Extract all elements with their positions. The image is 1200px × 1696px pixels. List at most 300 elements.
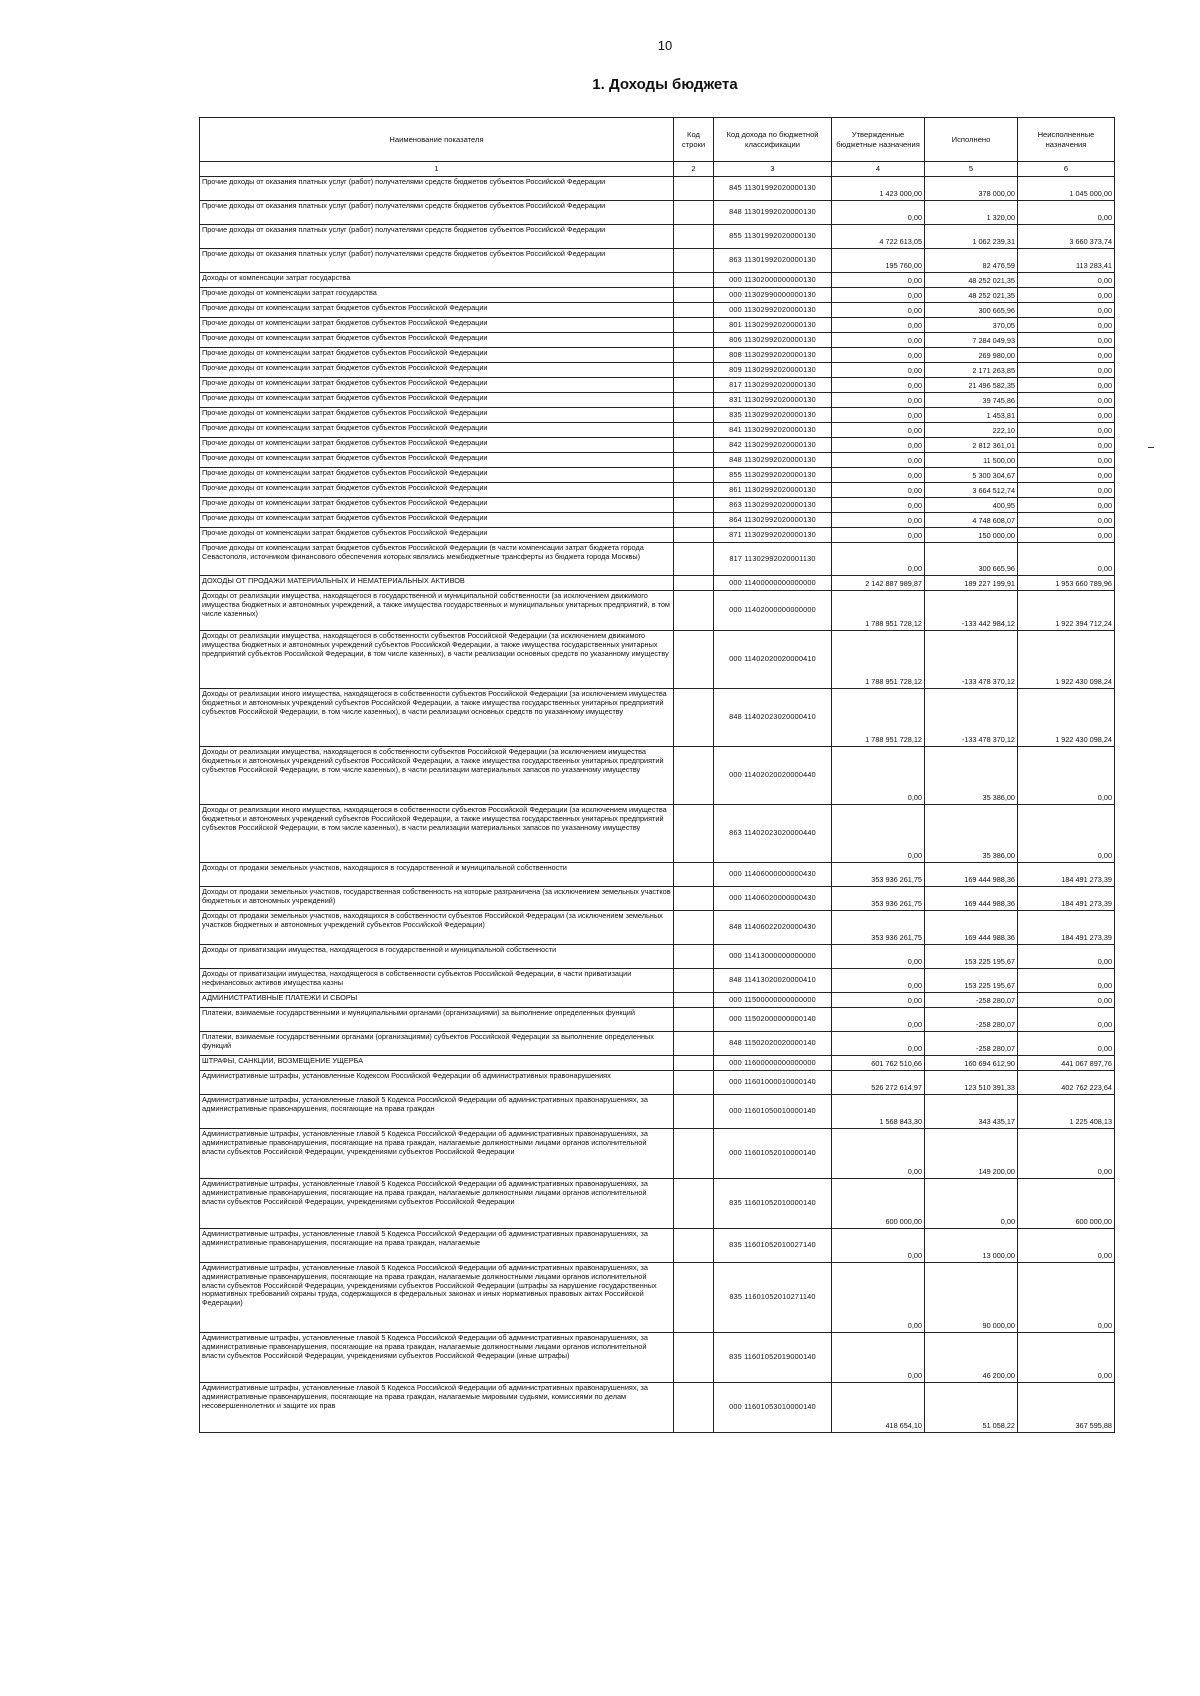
row-approved-amount: 0,00 xyxy=(832,393,925,408)
row-revenue-code: 000 11502000000000140 xyxy=(714,1008,832,1032)
row-executed-amount: 400,95 xyxy=(925,498,1018,513)
table-row xyxy=(200,513,1115,528)
row-line-code xyxy=(674,631,714,689)
row-unexecuted-amount: 1 045 000,00 xyxy=(1018,177,1115,201)
row-revenue-code: 861 11302992020000130 xyxy=(714,483,832,498)
row-executed-amount: 370,05 xyxy=(925,318,1018,333)
row-name: Доходы от продажи земельных участков, находящихся в государственной и муниципальной собственности xyxy=(200,863,674,887)
row-approved-amount: 1 788 951 728,12 xyxy=(832,631,925,689)
row-name: Административные штрафы, установленные главой 5 Кодекса Российской Федерации об административных правонарушениях, за административные правонарушения, посягающие на права граждан, налагаемые мировыми судьями, комиссиями по делам несовершеннолетних и защите их прав xyxy=(200,1383,674,1433)
row-unexecuted-amount: 0,00 xyxy=(1018,543,1115,576)
table-row xyxy=(200,1095,1115,1129)
row-name: Платежи, взимаемые государственными и муниципальными органами (организациями) за выполнение определенных функций xyxy=(200,1008,674,1032)
table-row xyxy=(200,576,1115,591)
row-approved-amount: 0,00 xyxy=(832,333,925,348)
row-approved-amount: 0,00 xyxy=(832,747,925,805)
row-unexecuted-amount: 184 491 273,39 xyxy=(1018,863,1115,887)
row-executed-amount: 222,10 xyxy=(925,423,1018,438)
table-row xyxy=(200,863,1115,887)
row-revenue-code: 000 11302000000000130 xyxy=(714,273,832,288)
row-unexecuted-amount: 0,00 xyxy=(1018,348,1115,363)
row-approved-amount: 0,00 xyxy=(832,288,925,303)
row-executed-amount: 35 386,00 xyxy=(925,747,1018,805)
row-line-code xyxy=(674,528,714,543)
column-number: 2 xyxy=(674,162,714,177)
row-approved-amount: 353 936 261,75 xyxy=(832,887,925,911)
row-unexecuted-amount: 600 000,00 xyxy=(1018,1179,1115,1229)
row-approved-amount: 0,00 xyxy=(832,483,925,498)
row-unexecuted-amount: 1 225 408,13 xyxy=(1018,1095,1115,1129)
table-row xyxy=(200,1229,1115,1263)
row-executed-amount: 2 812 361,01 xyxy=(925,438,1018,453)
table-row xyxy=(200,689,1115,747)
row-unexecuted-amount: 1 922 394 712,24 xyxy=(1018,591,1115,631)
row-line-code xyxy=(674,453,714,468)
row-executed-amount: 149 200,00 xyxy=(925,1129,1018,1179)
table-row xyxy=(200,483,1115,498)
row-unexecuted-amount: 0,00 xyxy=(1018,483,1115,498)
row-line-code xyxy=(674,1032,714,1056)
row-approved-amount: 353 936 261,75 xyxy=(832,911,925,945)
table-row xyxy=(200,993,1115,1008)
row-name: Прочие доходы от компенсации затрат бюджетов субъектов Российской Федерации xyxy=(200,438,674,453)
row-executed-amount: -258 280,07 xyxy=(925,1032,1018,1056)
table-row xyxy=(200,273,1115,288)
row-line-code xyxy=(674,408,714,423)
row-executed-amount: -133 478 370,12 xyxy=(925,631,1018,689)
row-line-code xyxy=(674,288,714,303)
row-approved-amount: 0,00 xyxy=(832,1008,925,1032)
section-title: 1. Доходы бюджета xyxy=(592,76,738,93)
row-approved-amount: 0,00 xyxy=(832,1129,925,1179)
row-name: Доходы от продажи земельных участков, находящихся в собственности субъектов Российской Федерации (за исключением земельных участков бюджетных и автономных учреждений субъектов Российской Федерации) xyxy=(200,911,674,945)
row-name: Административные штрафы, установленные главой 5 Кодекса Российской Федерации об административных правонарушениях, за административные правонарушения, посягающие на права граждан, налагаемые должностными лицами органов исполнительной власти субъектов Российской Федерации, учреждениями субъектов Российской Федерации (штрафы за нарушение государственных нормативных требований охраны труда, содержащихся в федеральных законах и иных нормативных правовых актах Российской Федерации) xyxy=(200,1263,674,1333)
row-revenue-code: 000 11406000000000430 xyxy=(714,863,832,887)
row-revenue-code: 000 11302992020000130 xyxy=(714,303,832,318)
row-approved-amount: 0,00 xyxy=(832,423,925,438)
table-row xyxy=(200,393,1115,408)
row-name: Прочие доходы от оказания платных услуг (работ) получателями средств бюджетов субъектов Российской Федерации xyxy=(200,201,674,225)
row-unexecuted-amount: 184 491 273,39 xyxy=(1018,911,1115,945)
row-executed-amount: 11 500,00 xyxy=(925,453,1018,468)
row-executed-amount: 153 225 195,67 xyxy=(925,969,1018,993)
row-revenue-code: 808 11302992020000130 xyxy=(714,348,832,363)
row-approved-amount: 0,00 xyxy=(832,805,925,863)
row-revenue-code: 817 11302992020000130 xyxy=(714,378,832,393)
table-row xyxy=(200,423,1115,438)
row-unexecuted-amount: 0,00 xyxy=(1018,969,1115,993)
row-name: Прочие доходы от компенсации затрат бюджетов субъектов Российской Федерации xyxy=(200,333,674,348)
row-line-code xyxy=(674,911,714,945)
table-row xyxy=(200,453,1115,468)
row-name: Прочие доходы от компенсации затрат государства xyxy=(200,288,674,303)
table-row xyxy=(200,249,1115,273)
row-approved-amount: 0,00 xyxy=(832,408,925,423)
table-row xyxy=(200,498,1115,513)
row-line-code xyxy=(674,1333,714,1383)
row-line-code xyxy=(674,969,714,993)
row-approved-amount: 0,00 xyxy=(832,378,925,393)
row-unexecuted-amount: 0,00 xyxy=(1018,363,1115,378)
row-executed-amount: 0,00 xyxy=(925,1179,1018,1229)
row-unexecuted-amount: 0,00 xyxy=(1018,805,1115,863)
table-header-row xyxy=(200,118,1115,162)
row-executed-amount: 13 000,00 xyxy=(925,1229,1018,1263)
row-unexecuted-amount: 113 283,41 xyxy=(1018,249,1115,273)
row-line-code xyxy=(674,393,714,408)
row-approved-amount: 4 722 613,05 xyxy=(832,225,925,249)
row-name: Прочие доходы от компенсации затрат бюджетов субъектов Российской Федерации xyxy=(200,348,674,363)
row-approved-amount: 0,00 xyxy=(832,1263,925,1333)
row-name: Прочие доходы от оказания платных услуг (работ) получателями средств бюджетов субъектов Российской Федерации xyxy=(200,225,674,249)
row-unexecuted-amount: 0,00 xyxy=(1018,453,1115,468)
row-revenue-code: 801 11302992020000130 xyxy=(714,318,832,333)
row-name: Административные штрафы, установленные главой 5 Кодекса Российской Федерации об административных правонарушениях, за административные правонарушения, посягающие на права граждан, налагаемые должностными лицами органов исполнительной власти субъектов Российской Федерации, учреждениями субъектов Российской Федерации xyxy=(200,1179,674,1229)
row-executed-amount: 1 453,81 xyxy=(925,408,1018,423)
row-approved-amount: 0,00 xyxy=(832,438,925,453)
row-name: Прочие доходы от компенсации затрат бюджетов субъектов Российской Федерации xyxy=(200,453,674,468)
row-line-code xyxy=(674,423,714,438)
row-line-code xyxy=(674,543,714,576)
row-line-code xyxy=(674,863,714,887)
row-revenue-code: 000 11406020000000430 xyxy=(714,887,832,911)
row-name: Прочие доходы от компенсации затрат бюджетов субъектов Российской Федерации xyxy=(200,468,674,483)
row-unexecuted-amount: 0,00 xyxy=(1018,747,1115,805)
row-executed-amount: 269 980,00 xyxy=(925,348,1018,363)
row-revenue-code: 848 11301992020000130 xyxy=(714,201,832,225)
row-name: Административные штрафы, установленные главой 5 Кодекса Российской Федерации об административных правонарушениях, за административные правонарушения, посягающие на права граждан, налагаемые xyxy=(200,1229,674,1263)
row-revenue-code: 863 11301992020000130 xyxy=(714,249,832,273)
row-executed-amount: 1 062 239,31 xyxy=(925,225,1018,249)
row-name: Административные штрафы, установленные Кодексом Российской Федерации об административных правонарушениях xyxy=(200,1071,674,1095)
row-revenue-code: 842 11302992020000130 xyxy=(714,438,832,453)
table-row xyxy=(200,201,1115,225)
row-unexecuted-amount: 1 922 430 098,24 xyxy=(1018,689,1115,747)
row-revenue-code: 863 11302992020000130 xyxy=(714,498,832,513)
row-executed-amount: -133 442 984,12 xyxy=(925,591,1018,631)
column-number: 4 xyxy=(832,162,925,177)
row-line-code xyxy=(674,273,714,288)
row-unexecuted-amount: 0,00 xyxy=(1018,1129,1115,1179)
row-executed-amount: 5 300 304,67 xyxy=(925,468,1018,483)
table-row xyxy=(200,887,1115,911)
row-revenue-code: 835 11601052019000140 xyxy=(714,1333,832,1383)
row-line-code xyxy=(674,498,714,513)
table-row xyxy=(200,468,1115,483)
row-revenue-code: 848 11402023020000410 xyxy=(714,689,832,747)
row-revenue-code: 000 11402020020000410 xyxy=(714,631,832,689)
row-line-code xyxy=(674,887,714,911)
row-revenue-code: 000 11402000000000000 xyxy=(714,591,832,631)
row-unexecuted-amount: 0,00 xyxy=(1018,288,1115,303)
row-line-code xyxy=(674,576,714,591)
row-unexecuted-amount: 0,00 xyxy=(1018,945,1115,969)
row-unexecuted-amount: 0,00 xyxy=(1018,303,1115,318)
row-unexecuted-amount: 0,00 xyxy=(1018,393,1115,408)
row-revenue-code: 848 11406022020000430 xyxy=(714,911,832,945)
table-row xyxy=(200,177,1115,201)
row-revenue-code: 000 11601000010000140 xyxy=(714,1071,832,1095)
row-revenue-code: 806 11302992020000130 xyxy=(714,333,832,348)
row-executed-amount: 150 000,00 xyxy=(925,528,1018,543)
row-executed-amount: 1 320,00 xyxy=(925,201,1018,225)
row-approved-amount: 0,00 xyxy=(832,1229,925,1263)
table-row xyxy=(200,1263,1115,1333)
row-approved-amount: 1 788 951 728,12 xyxy=(832,689,925,747)
row-line-code xyxy=(674,438,714,453)
row-line-code xyxy=(674,1008,714,1032)
row-name: Прочие доходы от компенсации затрат бюджетов субъектов Российской Федерации xyxy=(200,408,674,423)
row-line-code xyxy=(674,1056,714,1071)
row-approved-amount: 195 760,00 xyxy=(832,249,925,273)
row-name: Прочие доходы от компенсации затрат бюджетов субъектов Российской Федерации xyxy=(200,423,674,438)
row-line-code xyxy=(674,201,714,225)
row-name: Доходы от реализации имущества, находящегося в собственности субъектов Российской Федерации (за исключением имущества бюджетных и автономных учреждений субъектов Российской Федерации, а также имущества государственных унитарных предприятий субъектов Российской Федерации, в том числе казенных), в части реализации материальных запасов по указанному имуществу xyxy=(200,747,674,805)
column-number: 6 xyxy=(1018,162,1115,177)
row-executed-amount: 378 000,00 xyxy=(925,177,1018,201)
table-row xyxy=(200,1129,1115,1179)
row-line-code xyxy=(674,318,714,333)
table-row xyxy=(200,805,1115,863)
row-approved-amount: 0,00 xyxy=(832,318,925,333)
row-approved-amount: 0,00 xyxy=(832,1032,925,1056)
row-approved-amount: 601 762 510,66 xyxy=(832,1056,925,1071)
row-unexecuted-amount: 402 762 223,64 xyxy=(1018,1071,1115,1095)
table-row xyxy=(200,1333,1115,1383)
row-approved-amount: 0,00 xyxy=(832,468,925,483)
row-line-code xyxy=(674,689,714,747)
row-unexecuted-amount: 367 595,88 xyxy=(1018,1383,1115,1433)
table-row xyxy=(200,348,1115,363)
row-name: Прочие доходы от компенсации затрат бюджетов субъектов Российской Федерации xyxy=(200,378,674,393)
row-line-code xyxy=(674,1229,714,1263)
row-approved-amount: 0,00 xyxy=(832,303,925,318)
row-executed-amount: 153 225 195,67 xyxy=(925,945,1018,969)
row-approved-amount: 1 568 843,30 xyxy=(832,1095,925,1129)
table-row xyxy=(200,1071,1115,1095)
row-executed-amount: 48 252 021,35 xyxy=(925,288,1018,303)
row-revenue-code: 000 11601052010000140 xyxy=(714,1129,832,1179)
table-row xyxy=(200,1383,1115,1433)
row-name: Доходы от приватизации имущества, находящегося в собственности субъектов Российской Федерации, в части приватизации нефинансовых активов имущества казны xyxy=(200,969,674,993)
row-approved-amount: 0,00 xyxy=(832,993,925,1008)
scan-mark xyxy=(1148,447,1154,448)
row-approved-amount: 418 654,10 xyxy=(832,1383,925,1433)
row-approved-amount: 0,00 xyxy=(832,543,925,576)
row-executed-amount: 4 748 608,07 xyxy=(925,513,1018,528)
row-executed-amount: 51 058,22 xyxy=(925,1383,1018,1433)
row-name: Административные штрафы, установленные главой 5 Кодекса Российской Федерации об административных правонарушениях, за административные правонарушения, посягающие на права граждан, налагаемые должностными лицами органов исполнительной власти субъектов Российской Федерации, учреждениями субъектов Российской Федерации (иные штрафы) xyxy=(200,1333,674,1383)
row-revenue-code: 871 11302992020000130 xyxy=(714,528,832,543)
row-executed-amount: 343 435,17 xyxy=(925,1095,1018,1129)
row-name: Прочие доходы от оказания платных услуг (работ) получателями средств бюджетов субъектов Российской Федерации xyxy=(200,249,674,273)
row-line-code xyxy=(674,1263,714,1333)
row-revenue-code: 855 11302992020000130 xyxy=(714,468,832,483)
row-approved-amount: 0,00 xyxy=(832,201,925,225)
row-revenue-code: 835 11601052010000140 xyxy=(714,1179,832,1229)
row-name: Прочие доходы от компенсации затрат бюджетов субъектов Российской Федерации xyxy=(200,528,674,543)
header-revenue-code: Код дохода по бюджетной классификации xyxy=(714,118,832,162)
row-unexecuted-amount: 0,00 xyxy=(1018,273,1115,288)
row-approved-amount: 0,00 xyxy=(832,969,925,993)
row-approved-amount: 0,00 xyxy=(832,1333,925,1383)
row-line-code xyxy=(674,945,714,969)
row-revenue-code: 845 11301992020000130 xyxy=(714,177,832,201)
row-executed-amount: 169 444 988,36 xyxy=(925,887,1018,911)
row-name: Прочие доходы от компенсации затрат бюджетов субъектов Российской Федерации xyxy=(200,513,674,528)
row-revenue-code: 831 11302992020000130 xyxy=(714,393,832,408)
row-approved-amount: 600 000,00 xyxy=(832,1179,925,1229)
row-executed-amount: 123 510 391,33 xyxy=(925,1071,1018,1095)
row-revenue-code: 817 11302992020001130 xyxy=(714,543,832,576)
row-revenue-code: 848 11502020020000140 xyxy=(714,1032,832,1056)
row-unexecuted-amount: 0,00 xyxy=(1018,423,1115,438)
row-name: Прочие доходы от компенсации затрат бюджетов субъектов Российской Федерации xyxy=(200,303,674,318)
row-unexecuted-amount: 0,00 xyxy=(1018,528,1115,543)
header-executed: Исполнено xyxy=(925,118,1018,162)
row-executed-amount: 21 496 582,35 xyxy=(925,378,1018,393)
row-name: Административные штрафы, установленные главой 5 Кодекса Российской Федерации об административных правонарушениях, за административные правонарушения, посягающие на права граждан xyxy=(200,1095,674,1129)
row-unexecuted-amount: 0,00 xyxy=(1018,201,1115,225)
row-line-code xyxy=(674,993,714,1008)
header-approved: Утвержденные бюджетные назначения xyxy=(832,118,925,162)
table-row xyxy=(200,318,1115,333)
header-line-code: Код строки xyxy=(674,118,714,162)
row-executed-amount: 169 444 988,36 xyxy=(925,911,1018,945)
row-name: Платежи, взимаемые государственными органами (организациями) субъектов Российской Федерации за выполнение определенных функций xyxy=(200,1032,674,1056)
row-line-code xyxy=(674,1071,714,1095)
table-row xyxy=(200,1032,1115,1056)
row-revenue-code: 000 11500000000000000 xyxy=(714,993,832,1008)
column-number: 3 xyxy=(714,162,832,177)
row-line-code xyxy=(674,1129,714,1179)
row-line-code xyxy=(674,378,714,393)
row-line-code xyxy=(674,363,714,378)
row-line-code xyxy=(674,1383,714,1433)
row-name: Прочие доходы от компенсации затрат бюджетов субъектов Российской Федерации (в части компенсации затрат бюджета города Севастополя, источником финансового обеспечения которых являлись межбюджетные трансферты из бюджета города Москвы) xyxy=(200,543,674,576)
row-approved-amount: 0,00 xyxy=(832,363,925,378)
row-unexecuted-amount: 0,00 xyxy=(1018,1008,1115,1032)
row-name: Прочие доходы от компенсации затрат бюджетов субъектов Российской Федерации xyxy=(200,363,674,378)
row-executed-amount: 2 171 263,85 xyxy=(925,363,1018,378)
row-name: АДМИНИСТРАТИВНЫЕ ПЛАТЕЖИ И СБОРЫ xyxy=(200,993,674,1008)
row-executed-amount: 300 665,96 xyxy=(925,303,1018,318)
row-executed-amount: 90 000,00 xyxy=(925,1263,1018,1333)
row-unexecuted-amount: 184 491 273,39 xyxy=(1018,887,1115,911)
table-row xyxy=(200,747,1115,805)
row-name: Доходы от реализации иного имущества, находящегося в собственности субъектов Российской Федерации (за исключением имущества бюджетных и автономных учреждений субъектов Российской Федерации, а также имущества государственных унитарных предприятий субъектов Российской Федерации, в том числе казенных), в части реализации основных средств по указанному имуществу xyxy=(200,689,674,747)
row-executed-amount: 48 252 021,35 xyxy=(925,273,1018,288)
table-row xyxy=(200,591,1115,631)
row-unexecuted-amount: 0,00 xyxy=(1018,1333,1115,1383)
row-name: ДОХОДЫ ОТ ПРОДАЖИ МАТЕРИАЛЬНЫХ И НЕМАТЕРИАЛЬНЫХ АКТИВОВ xyxy=(200,576,674,591)
row-executed-amount: 35 386,00 xyxy=(925,805,1018,863)
row-approved-amount: 353 936 261,75 xyxy=(832,863,925,887)
table-row xyxy=(200,543,1115,576)
row-executed-amount: -133 478 370,12 xyxy=(925,689,1018,747)
table-row xyxy=(200,1179,1115,1229)
header-unexecuted: Неисполненные назначения xyxy=(1018,118,1115,162)
row-revenue-code: 809 11302992020000130 xyxy=(714,363,832,378)
row-approved-amount: 0,00 xyxy=(832,945,925,969)
budget-revenue-table xyxy=(199,117,1115,1433)
row-unexecuted-amount: 0,00 xyxy=(1018,333,1115,348)
table-row xyxy=(200,363,1115,378)
table-row xyxy=(200,408,1115,423)
row-executed-amount: 300 665,96 xyxy=(925,543,1018,576)
row-line-code xyxy=(674,483,714,498)
row-unexecuted-amount: 1 953 660 789,96 xyxy=(1018,576,1115,591)
table-row xyxy=(200,1008,1115,1032)
row-unexecuted-amount: 0,00 xyxy=(1018,468,1115,483)
row-line-code xyxy=(674,333,714,348)
row-revenue-code: 864 11302992020000130 xyxy=(714,513,832,528)
table-row xyxy=(200,528,1115,543)
table-row xyxy=(200,438,1115,453)
row-revenue-code: 000 11302990000000130 xyxy=(714,288,832,303)
row-unexecuted-amount: 0,00 xyxy=(1018,378,1115,393)
table-row xyxy=(200,969,1115,993)
table-row xyxy=(200,303,1115,318)
row-executed-amount: 46 200,00 xyxy=(925,1333,1018,1383)
row-name: Доходы от продажи земельных участков, государственная собственность на которые разграничена (за исключением земельных участков бюджетных и автономных учреждений) xyxy=(200,887,674,911)
row-unexecuted-amount: 0,00 xyxy=(1018,1229,1115,1263)
row-revenue-code: 000 11601053010000140 xyxy=(714,1383,832,1433)
table-row xyxy=(200,288,1115,303)
row-unexecuted-amount: 0,00 xyxy=(1018,993,1115,1008)
row-approved-amount: 2 142 887 989,87 xyxy=(832,576,925,591)
row-unexecuted-amount: 0,00 xyxy=(1018,498,1115,513)
row-executed-amount: 169 444 988,36 xyxy=(925,863,1018,887)
table-row xyxy=(200,911,1115,945)
row-executed-amount: 160 694 612,90 xyxy=(925,1056,1018,1071)
row-line-code xyxy=(674,249,714,273)
row-revenue-code: 848 11302992020000130 xyxy=(714,453,832,468)
row-name: ШТРАФЫ, САНКЦИИ, ВОЗМЕЩЕНИЕ УЩЕРБА xyxy=(200,1056,674,1071)
row-name: Доходы от приватизации имущества, находящегося в государственной и муниципальной собственности xyxy=(200,945,674,969)
row-unexecuted-amount: 0,00 xyxy=(1018,438,1115,453)
row-executed-amount: 39 745,86 xyxy=(925,393,1018,408)
row-line-code xyxy=(674,1179,714,1229)
table-row xyxy=(200,333,1115,348)
row-executed-amount: 82 476,59 xyxy=(925,249,1018,273)
row-unexecuted-amount: 0,00 xyxy=(1018,513,1115,528)
row-unexecuted-amount: 3 660 373,74 xyxy=(1018,225,1115,249)
column-number: 5 xyxy=(925,162,1018,177)
row-unexecuted-amount: 0,00 xyxy=(1018,318,1115,333)
row-unexecuted-amount: 1 922 430 098,24 xyxy=(1018,631,1115,689)
row-unexecuted-amount: 0,00 xyxy=(1018,1032,1115,1056)
header-name: Наименование показателя xyxy=(200,118,674,162)
column-number: 1 xyxy=(200,162,674,177)
row-name: Административные штрафы, установленные главой 5 Кодекса Российской Федерации об административных правонарушениях, за административные правонарушения, посягающие на права граждан, налагаемые должностными лицами органов исполнительной власти субъектов Российской Федерации, учреждениями субъектов Российской Федерации xyxy=(200,1129,674,1179)
row-approved-amount: 0,00 xyxy=(832,498,925,513)
row-line-code xyxy=(674,468,714,483)
table-row xyxy=(200,945,1115,969)
row-executed-amount: 3 664 512,74 xyxy=(925,483,1018,498)
row-name: Доходы от реализации иного имущества, находящегося в собственности субъектов Российской Федерации (за исключением имущества бюджетных и автономных учреждений субъектов Российской Федерации, а также имущества государственных унитарных предприятий субъектов Российской Федерации, в том числе казенных), в части реализации материальных запасов по указанному имуществу xyxy=(200,805,674,863)
row-approved-amount: 526 272 614,97 xyxy=(832,1071,925,1095)
row-name: Прочие доходы от компенсации затрат бюджетов субъектов Российской Федерации xyxy=(200,393,674,408)
row-revenue-code: 000 11413000000000000 xyxy=(714,945,832,969)
row-executed-amount: -258 280,07 xyxy=(925,993,1018,1008)
row-name: Прочие доходы от оказания платных услуг (работ) получателями средств бюджетов субъектов Российской Федерации xyxy=(200,177,674,201)
table-row xyxy=(200,378,1115,393)
row-approved-amount: 1 423 000,00 xyxy=(832,177,925,201)
row-line-code xyxy=(674,177,714,201)
row-revenue-code: 000 11601050010000140 xyxy=(714,1095,832,1129)
row-line-code xyxy=(674,348,714,363)
